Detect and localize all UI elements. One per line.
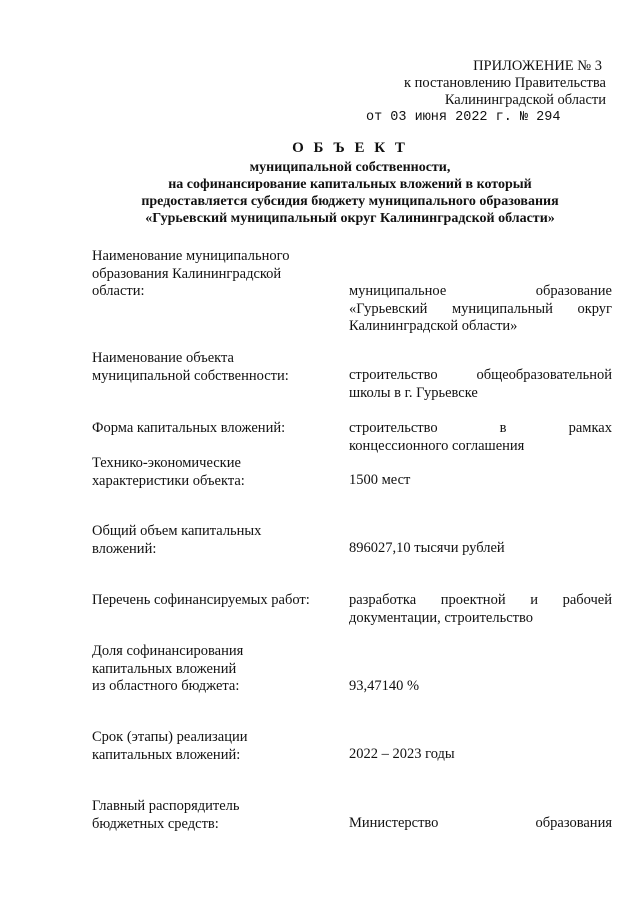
label-line: области: <box>92 283 145 299</box>
value-line: строительство общеобразовательной <box>349 367 612 383</box>
field-label <box>92 523 330 558</box>
label-line: характеристики объекта: <box>92 472 245 489</box>
value-line: 2022 – 2023 годы <box>349 746 455 762</box>
label-line: Общий объем капитальных <box>92 523 262 539</box>
field-value <box>349 592 612 627</box>
heading-title: О Б Ъ Е К Т <box>292 140 408 156</box>
field-label <box>92 350 330 385</box>
document-heading <box>80 140 620 227</box>
appendix-block <box>366 58 606 126</box>
value-line: строительство в рамках <box>349 420 612 436</box>
heading-line-2: на софинансирование капитальных вложений в который <box>168 177 532 192</box>
label-line: муниципальной собственности: <box>92 367 289 384</box>
value-line: документации, строительство <box>349 609 533 626</box>
label-line: Главный распорядитель <box>92 798 240 814</box>
value-line: школы в г. Гурьевске <box>349 384 478 401</box>
field-label <box>92 420 330 438</box>
value-line: Калининградской области» <box>349 318 518 334</box>
appendix-line-1: к постановлению Правительства <box>404 75 606 91</box>
field-label <box>92 798 330 833</box>
label-line: Форма капитальных вложений: <box>92 420 286 436</box>
appendix-line-2: Калининградской области <box>444 92 606 108</box>
field-label <box>92 643 330 696</box>
heading-line-3: предоставляется субсидия бюджету муниципального образования <box>141 194 559 209</box>
label-line: Срок (этапы) реализации <box>92 729 248 745</box>
label-line: Наименование муниципального <box>92 248 290 264</box>
heading-line-1: муниципальной собственности, <box>249 160 451 175</box>
field-value <box>349 746 612 764</box>
field-value <box>349 815 612 833</box>
label-line: капитальных вложений: <box>92 746 241 763</box>
value-line: разработка проектной и рабочей <box>349 592 612 608</box>
value-line: 93,47140 % <box>349 678 420 694</box>
label-line: бюджетных средств: <box>92 815 219 832</box>
field-label <box>92 729 330 764</box>
value-line: 1500 мест <box>349 472 411 488</box>
label-line: капитальных вложений <box>92 660 237 677</box>
field-value <box>349 472 612 490</box>
value-line: «Гурьевский муниципальный округ <box>349 300 612 317</box>
value-line: концессионного соглашения <box>349 437 525 454</box>
label-line: образования Калининградской <box>92 265 282 282</box>
value-line: муниципальное образование <box>349 283 612 299</box>
value-line: Министерство образования <box>349 815 612 831</box>
label-line: Перечень софинансируемых работ: <box>92 592 310 608</box>
field-value <box>349 283 612 336</box>
heading-line-4: «Гурьевский муниципальный округ Калининградской области» <box>145 211 555 226</box>
appendix-title: ПРИЛОЖЕНИЕ № 3 <box>473 58 602 74</box>
label-line: Наименование объекта <box>92 350 234 366</box>
field-value <box>349 540 612 558</box>
label-line: Технико-экономические <box>92 455 241 471</box>
appendix-date-number: от 03 июня 2022 г. № 294 <box>366 110 561 125</box>
field-value <box>349 367 612 402</box>
field-label <box>92 248 330 301</box>
value-line: 896027,10 тысячи рублей <box>349 540 505 556</box>
field-label <box>92 592 330 610</box>
field-value <box>349 420 612 455</box>
field-value <box>349 678 612 696</box>
label-line: Доля софинансирования <box>92 643 244 659</box>
label-line: вложений: <box>92 540 157 557</box>
label-line: из областного бюджета: <box>92 678 240 694</box>
field-label <box>92 455 330 490</box>
